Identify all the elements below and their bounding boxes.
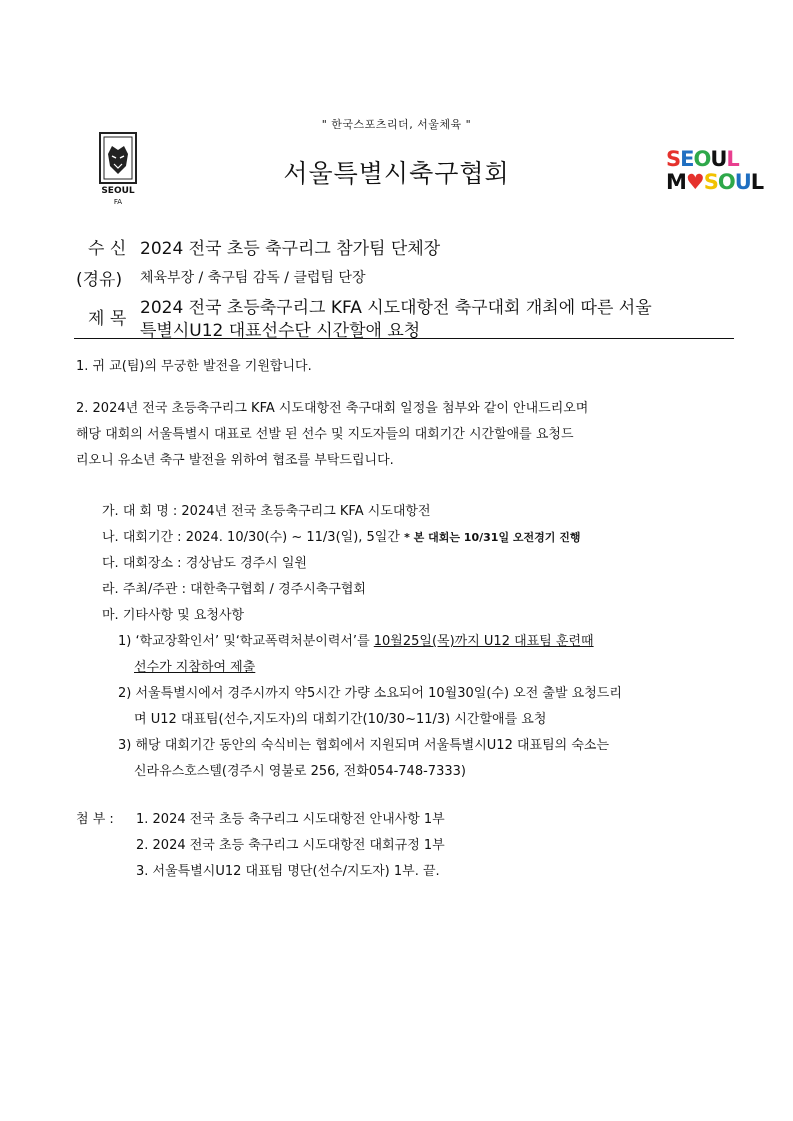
sub-item-2-line-1: 2) 서울특별시에서 경주시까지 약5시간 가량 소요되어 10월30일(수) 오전 출발 요청드리 (118, 686, 622, 701)
sub-item-1-text: 1) ‘학교장확인서’ 및‘학교폭력처분이력서’를 (118, 634, 374, 649)
to-value: 2024 전국 초등 축구리그 참가팀 단체장 (140, 239, 441, 259)
via-value: 체육부장 / 축구팀 감독 / 클럽팀 단장 (140, 270, 366, 286)
item-da: 다. 대회장소 : 경상남도 경주시 일원 (102, 556, 307, 571)
subject-line-2: 특별시U12 대표선수단 시간할애 요청 (140, 321, 421, 341)
item-ga: 가. 대 회 명 : 2024년 전국 초등축구리그 KFA 시도대항전 (102, 504, 431, 519)
sub-item-2-line-2: 며 U12 대표팀(선수,지도자)의 대회기간(10/30~11/3) 시간할애를 요청 (134, 712, 547, 727)
sub-item-3-line-2: 신라유스호스텔(경주시 영불로 256, 전화054-748-7333) (134, 764, 466, 779)
paragraph-2-line-2: 해당 대회의 서울특별시 대표로 선발 된 선수 및 지도자들의 대회기간 시간할애를 요청드 (76, 427, 574, 442)
subject-line-1: 2024 전국 초등축구리그 KFA 시도대항전 축구대회 개최에 따른 서울 (140, 298, 652, 318)
attachments-label: 첨 부 : (76, 812, 114, 827)
attachment-2: 2. 2024 전국 초등 축구리그 시도대항전 대회규정 1부 (136, 838, 445, 853)
paragraph-2-line-1: 2. 2024년 전국 초등축구리그 KFA 시도대항전 축구대회 일정을 첨부와 같이 안내드리오며 (76, 401, 589, 416)
item-ma: 마. 기타사항 및 요청사항 (102, 608, 245, 623)
sub-item-1-line-2: 선수가 지참하여 제출 (134, 660, 256, 675)
org-title: 서울특별시축구협회 (283, 159, 510, 188)
to-label: 수 신 (88, 239, 127, 259)
item-na-note: * 본 대회는 10/31일 오전경기 진행 (404, 531, 581, 544)
item-ra: 라. 주최/주관 : 대한축구협회 / 경주시축구협회 (102, 582, 366, 597)
fa-logo-sub: FA (113, 198, 123, 206)
sub-item-3-line-1: 3) 해당 대회기간 동안의 숙식비는 협회에서 지원되며 서울특별시U12 대표팀의 숙소는 (118, 738, 610, 753)
item-na-text: 나. 대회기간 : 2024. 10/30(수) ~ 11/3(일), 5일간 (102, 530, 405, 545)
sub-item-1 (118, 630, 594, 649)
attachment-3: 3. 서울특별시U12 대표팀 명단(선수/지도자) 1부. 끝. (136, 864, 440, 879)
seoul-my-soul-logo: SEOUL M♥SOUL (666, 147, 764, 194)
subject-label: 제 목 (88, 309, 127, 329)
via-label: (경유) (76, 270, 123, 290)
header-rule (74, 338, 734, 339)
attachment-1: 1. 2024 전국 초등 축구리그 시도대항전 안내사항 1부 (136, 812, 445, 827)
paragraph-2-line-3: 리오니 유소년 축구 발전을 위하여 협조를 부탁드립니다. (76, 453, 394, 468)
item-na (102, 526, 580, 545)
paragraph-1: 1. 귀 교(팀)의 무궁한 발전을 기원합니다. (76, 359, 312, 374)
sub-item-1-underline: 10월25일(목)까지 U12 대표팀 훈련때 (373, 634, 594, 649)
slogan: " 한국스포츠리더, 서울체육 " (321, 118, 472, 131)
fa-logo-text: SEOUL (101, 186, 135, 196)
